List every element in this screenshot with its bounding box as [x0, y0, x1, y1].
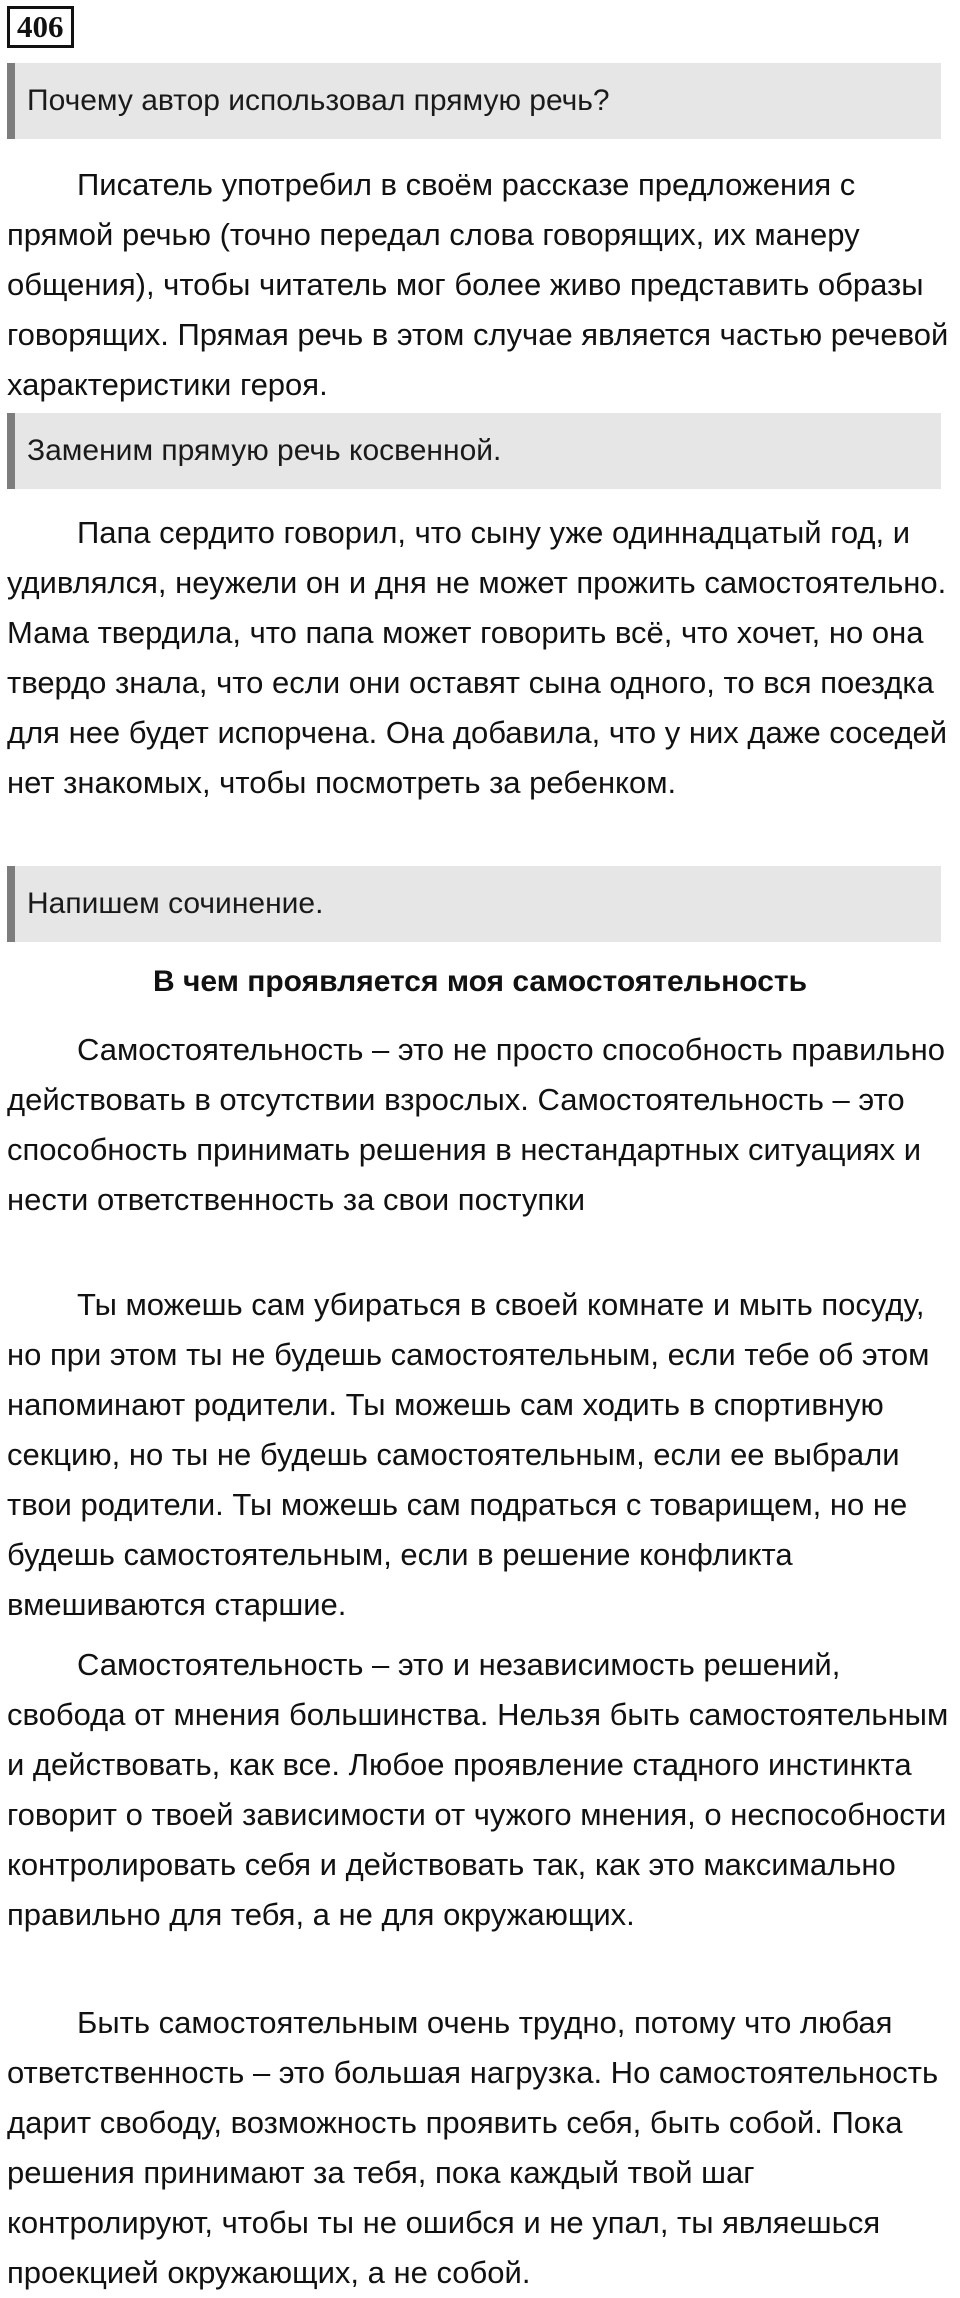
task-heading-direct-speech	[7, 63, 941, 139]
exercise-number: 406	[7, 6, 74, 48]
task-text: Напишем сочинение.	[27, 887, 324, 920]
essay-paragraph: Самостоятельность – это не просто способность правильно действовать в отсутствии взрослых. Самостоятельность – это способность принимать решения в нестандартных ситуациях и нести ответственность за свои поступки	[7, 1032, 946, 1217]
answer-direct-speech: Писатель употребил в своём рассказе предложения с прямой речью (точно передал слова говорящих, их манеру общения), чтобы читатель мог более живо представить образы говорящих. Прямая речь в этом случае является частью речевой характеристики героя.	[7, 167, 949, 402]
essay-title: В чем проявляется моя самостоятельность	[152, 965, 808, 998]
essay-paragraph: Быть самостоятельным очень трудно, потому что любая ответственность – это большая нагрузка. Но самостоятельность дарит свободу, возможность проявить себя, быть собой. Пока решения принимают за тебя, пока каждый твой шаг контролируют, чтобы ты не ошибся и не упал, ты являешься проекцией окружающих, а не собой.	[7, 2005, 939, 2290]
task-heading-indirect-speech	[7, 413, 941, 489]
essay-paragraph: Самостоятельность – это и независимость решений, свобода от мнения большинства. Нельзя быть самостоятельным и действовать, как все. Любое проявление стадного инстинкта говорит о твоей зависимости от чужого мнения, о неспособности контролировать себя и действовать так, как это максимально правильно для тебя, а не для окружающих.	[7, 1647, 949, 1932]
task-text: Почему автор использовал прямую речь?	[27, 84, 610, 117]
task-text: Заменим прямую речь косвенной.	[27, 434, 502, 467]
answer-indirect-speech: Папа сердито говорил, что сыну уже одиннадцатый год, и удивлялся, неужели он и дня не может прожить самостоятельно. Мама твердила, что папа может говорить всё, что хочет, но она твердо знала, что если они оставят сына одного, то вся поездка для нее будет испорчена. Она добавила, что у них даже соседей нет знакомых, чтобы посмотреть за ребенком.	[7, 515, 948, 800]
essay-paragraph: Ты можешь сам убираться в своей комнате и мыть посуду, но при этом ты не будешь самостоятельным, если тебе об этом напоминают родители. Ты можешь сам ходить в спортивную секцию, но ты не будешь самостоятельным, если ее выбрали твои родители. Ты можешь сам подраться с товарищем, но не будешь самостоятельным, если в решение конфликта вмешиваются старшие.	[7, 1287, 930, 1622]
task-heading-essay	[7, 866, 941, 942]
